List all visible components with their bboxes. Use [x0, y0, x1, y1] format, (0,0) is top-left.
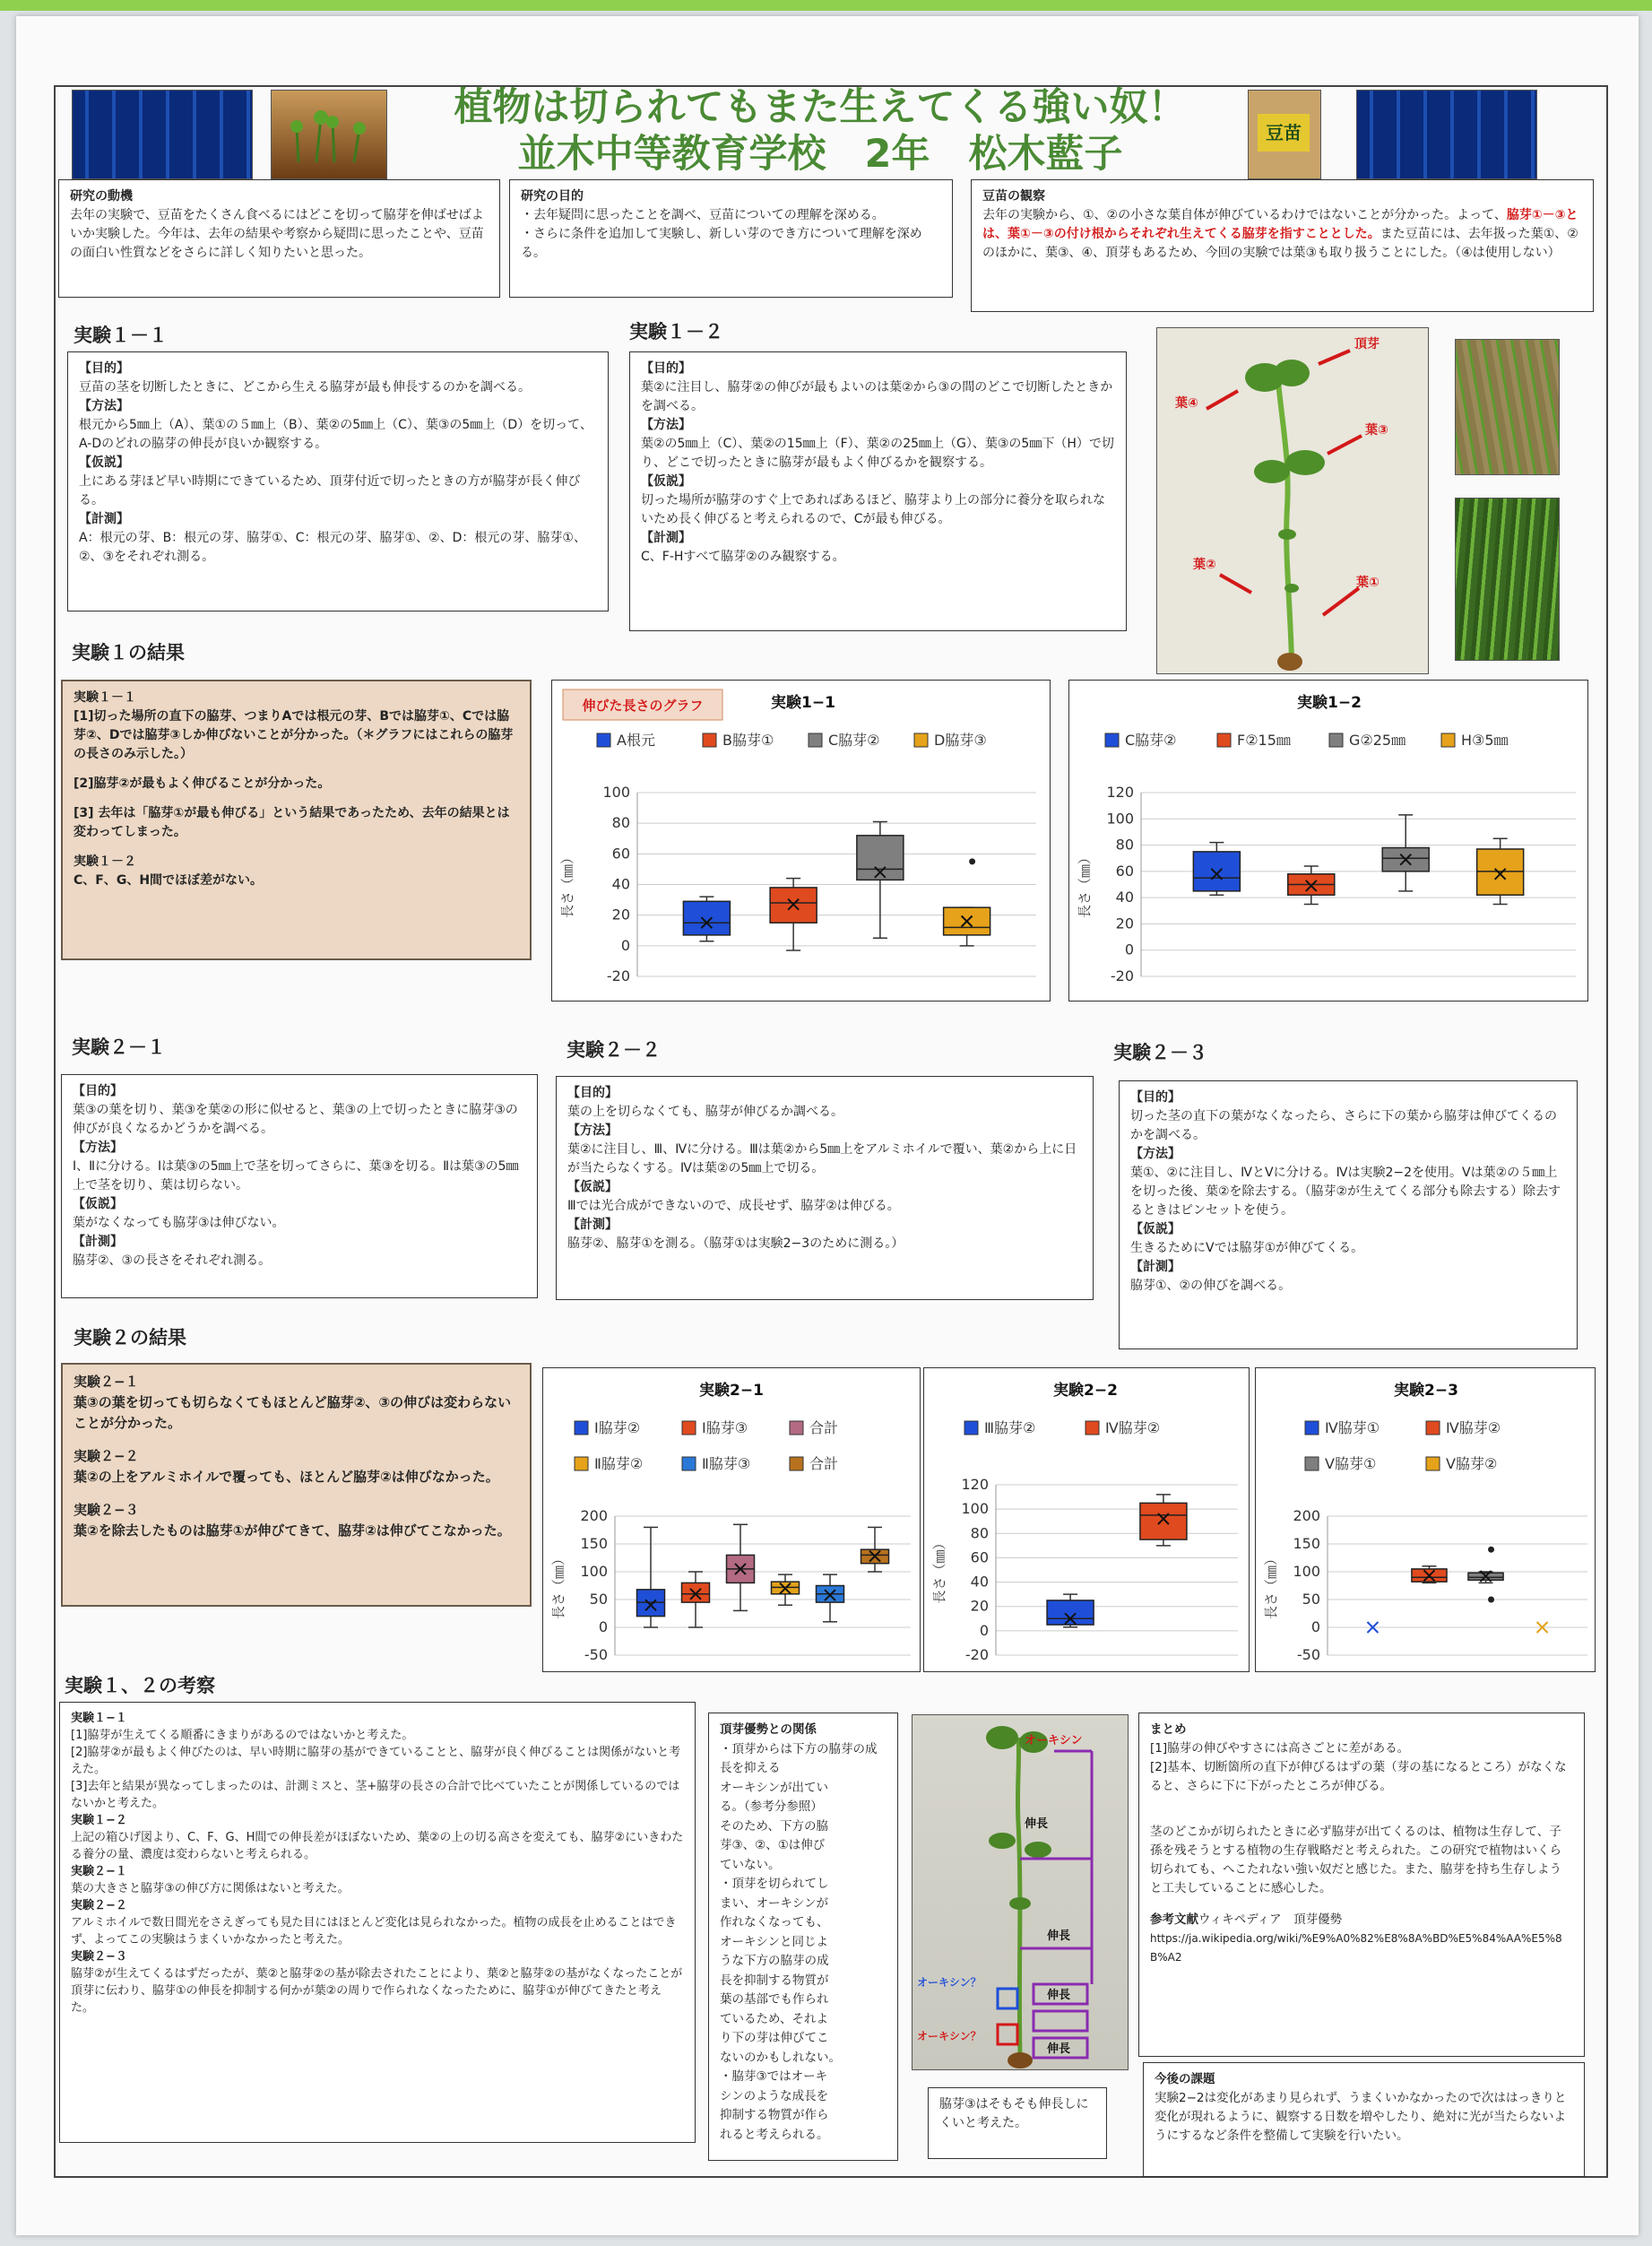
chart-exp12 — [1068, 680, 1588, 1002]
y-tick-label: 60 — [1115, 862, 1134, 880]
purpose-heading: 研究の目的 — [521, 189, 584, 204]
exp11-box — [67, 351, 609, 611]
apical-line: 長を抑制する物質が — [720, 1973, 829, 1988]
chart-exp22-svg — [924, 1368, 1249, 1671]
legend-swatch — [575, 1421, 588, 1435]
legend-swatch — [682, 1457, 696, 1470]
apical-line: ・脇芽③ではオーキ — [720, 2069, 828, 2084]
chart-exp23-svg — [1256, 1368, 1595, 1671]
legend-label: Ⅲ脇芽② — [984, 1419, 1036, 1436]
chart-title: 実験2−1 — [699, 1382, 764, 1400]
auxin-question-blue: オーキシン？ — [917, 1976, 982, 1989]
exp2-result-line: 葉②を除去したものは脇芽①が伸びてきて、脇芽②は伸びてこなかった。 — [74, 1522, 511, 1539]
label-leaf3: 葉③ — [1365, 423, 1388, 438]
poster-title — [403, 84, 1237, 178]
summary-line: [2]基本、切断箇所の直下が伸びるはずの葉（芽の基になるところ）がなくなると、さらに下に下がったところが伸びる。 — [1150, 1760, 1567, 1793]
apical-line: まい、オーキシンが — [720, 1895, 829, 1911]
exp22-line: 【目的】 — [567, 1086, 618, 1100]
y-tick-label: 100 — [1293, 1563, 1320, 1580]
exp23-line: 【方法】 — [1130, 1147, 1181, 1161]
y-tick-label: 200 — [580, 1507, 608, 1524]
y-tick-label: 200 — [1293, 1507, 1320, 1524]
exp22-line: 【計測】 — [567, 1218, 618, 1232]
legend-label: A根元 — [617, 732, 655, 749]
y-tick-label: 60 — [970, 1548, 989, 1566]
exp1-results-box — [61, 680, 532, 960]
apical-line: シンのような成長を — [720, 2088, 829, 2103]
summary-line: [1]脇芽の伸びやすさには高さごとに差がある。 — [1150, 1741, 1410, 1756]
exp12-line: 【仮説】 — [641, 474, 691, 489]
chart-tag: 伸びた長さのグラフ — [582, 698, 704, 714]
chart-exp23 — [1255, 1367, 1596, 1672]
legend-label: B脇芽① — [722, 732, 774, 749]
future-body: 実験2−2は変化があまり見られず、うまくいかなかったので次ははっきりと変化が現れるように、観察する日数を増やしたり、絶対に光が当たらないようにするなど条件を整備して実験を行いたい。 — [1155, 2091, 1567, 2143]
exp2-result-line: 実験２−３ — [74, 1502, 139, 1518]
legend-swatch — [682, 1421, 696, 1435]
exp1-results-heading: 実験１の結果 — [72, 642, 185, 663]
label-leaf2: 葉② — [1193, 558, 1216, 572]
legend-label: F②15㎜ — [1237, 732, 1291, 749]
disc-line: [3]去年と結果が異なってしまったのは、計測ミスと、茎+脇芽の長さの合計で比べていたことが関係しているのではないかと考えた。 — [71, 1780, 680, 1810]
exp12-heading: 実験１－２ — [629, 321, 723, 343]
exp2-results-box — [61, 1363, 532, 1607]
legend-swatch — [1305, 1421, 1319, 1435]
note-box — [928, 2087, 1107, 2159]
growth-label-4: 伸長 — [1047, 2042, 1071, 2056]
exp21-line: 葉がなくなっても脇芽③は伸びない。 — [73, 1216, 285, 1230]
exp11-line: 【目的】 — [79, 361, 129, 376]
apical-lines — [720, 1740, 887, 2146]
y-tick-label: 150 — [1293, 1535, 1320, 1552]
apical-line: ていない。 — [720, 1857, 781, 1872]
observation-before: 去年の実験から、①、②の小さな葉自体が伸びているわけではないことが分かった。よって、 — [982, 208, 1507, 222]
exp2-result-line: 葉②の上をアルミホイルで覆っても、ほとんど脇芽②は伸びなかった。 — [74, 1469, 499, 1485]
disc-line: 上記の箱ひげ図より、C、F、G、H間での伸長差がほぼないため、葉②の上の切る高さを変えても、脇芽②にいきわたる養分の量、濃度は変わらないと考えられる。 — [71, 1831, 684, 1861]
observation-highlight: 脇芽①－③とは、葉①－③の付け根からそれぞれ生えてくる脇芽を指すこととした。 — [982, 208, 1578, 241]
summary-heading: まとめ — [1150, 1722, 1187, 1737]
y-tick-label: 80 — [970, 1524, 989, 1542]
y-tick-label: 50 — [589, 1591, 608, 1608]
apical-dominance-box — [708, 1713, 898, 2161]
apical-line: ないのかもしれない。 — [720, 2050, 841, 2065]
box-1 — [1140, 1503, 1187, 1539]
exp12-box — [629, 351, 1127, 631]
title-line1: 植物は切られてもまた生えてくる強い奴！ — [454, 85, 1187, 130]
auxin-photo — [912, 1714, 1129, 2070]
motivation-heading: 研究の動機 — [70, 189, 133, 204]
chart-exp21 — [542, 1367, 921, 1672]
doumiao-package-photo — [1248, 90, 1321, 179]
box-1 — [682, 1583, 710, 1602]
reference-url[interactable]: https://ja.wikipedia.org/wiki/%E9%A0%82%E8%8A%BD%E5%84%AA%E5%8B%A2 — [1150, 1932, 1562, 1964]
y-tick-label: 100 — [580, 1563, 608, 1580]
note-text: 脇芽③はそもそも伸長しにくいと考えた。 — [939, 2097, 1089, 2130]
legend-label: C脇芽② — [1125, 732, 1177, 749]
y-tick-label: 40 — [611, 875, 630, 893]
y-tick-label: 0 — [1310, 1618, 1320, 1635]
y-tick-label: -20 — [1110, 967, 1134, 984]
outlier-point — [1488, 1547, 1494, 1553]
sprout-closeup-photo-1 — [1455, 339, 1560, 475]
apical-line: 葉の基部でも作られ — [720, 1992, 829, 2007]
discussion-box — [59, 1702, 696, 2143]
legend-swatch — [575, 1457, 588, 1470]
legend-swatch — [914, 733, 928, 747]
label-leaf1: 葉① — [1356, 576, 1380, 590]
exp11-heading: 実験１－１ — [74, 325, 168, 346]
apical-line: 抑制する物質が作ら — [720, 2108, 829, 2122]
y-tick-label: 120 — [961, 1476, 989, 1493]
exp1-result-line: C、F、G、H間でほぼ差がない。 — [74, 873, 264, 888]
label-leaf4: 葉④ — [1175, 396, 1198, 411]
chart-exp12-svg — [1069, 681, 1587, 1001]
outlier-point — [969, 858, 975, 864]
growth-label-1: 伸長 — [1025, 1817, 1049, 1831]
legend-label: Ⅴ脇芽② — [1446, 1455, 1498, 1472]
legend-label: Ⅰ脇芽② — [594, 1419, 641, 1436]
outlier-point — [1488, 1597, 1494, 1603]
y-tick-label: 0 — [620, 936, 630, 954]
y-tick-label: 0 — [598, 1618, 608, 1635]
legend-label: Ⅱ脇芽③ — [702, 1455, 751, 1472]
exp2-result-line: 実験２−２ — [74, 1448, 139, 1464]
sprout-photo-left — [72, 90, 253, 179]
y-tick-label: 20 — [611, 906, 630, 924]
chart-title: 実験2−2 — [1053, 1382, 1118, 1400]
pea-plant-drawing — [1157, 328, 1428, 673]
apical-line: ・頂芽からは下方の脇芽の成長を抑える — [720, 1741, 878, 1775]
exp12-line: C、F-Hすべて脇芽②のみ観察する。 — [641, 550, 845, 564]
exp12-line: 【方法】 — [641, 418, 691, 432]
exp1-result-line: 実験１－１ — [74, 690, 136, 705]
exp22-line: Ⅲでは光合成ができないので、成長せず、脇芽②は伸びる。 — [567, 1199, 900, 1213]
auxin-diagram — [912, 1715, 1128, 2069]
apical-line: 芽③、②、①は伸び — [720, 1838, 826, 1852]
apical-line: ・頂芽を切られてし — [720, 1877, 829, 1891]
legend-label: Ⅳ脇芽① — [1325, 1419, 1380, 1436]
legend-label: Ⅱ脇芽② — [594, 1455, 644, 1472]
legend-swatch — [809, 733, 822, 747]
exp21-line: 【仮説】 — [73, 1197, 123, 1211]
exp1-result-line: [2]脇芽②が最もよく伸びることが分かった。 — [74, 776, 331, 791]
disc-line: [1]脇芽が生えてくる順番にきまりがあるのではないかと考えた。 — [71, 1729, 414, 1742]
summary-line: 茎のどこかが切られたときに必ず脇芽が出てくるのは、植物は生存して、子孫を残そうとする植物の生存戦略だと考えられた。この研究で植物はいくら切られても、へこたれない強い奴だと感じた。また、脇芽を持ち生存しようと工夫していることに感心した。 — [1150, 1825, 1561, 1895]
purpose-line1: ・去年疑問に思ったことを調べ、豆苗についての理解を深める。 — [521, 208, 885, 222]
purpose-line2: ・さらに条件を追加して実験し、新しい芽のでき方について理解を深める。 — [521, 227, 922, 260]
y-axis-label: 長さ（㎜） — [550, 1551, 567, 1620]
box-0 — [1193, 852, 1240, 891]
legend-swatch — [1105, 733, 1119, 747]
y-tick-label: -20 — [606, 967, 630, 984]
y-tick-label: 60 — [611, 845, 630, 863]
exp21-line: 【方法】 — [73, 1140, 123, 1155]
exp21-line: 脇芽②、③の長さをそれぞれ測る。 — [73, 1253, 272, 1268]
legend-swatch — [1426, 1457, 1440, 1470]
exp22-line: 葉②に注目し、Ⅲ、Ⅳに分ける。Ⅲは葉②から5㎜上をアルミホイルで覆い、葉②から上に日が当たらなくする。Ⅳは葉②の5㎜上で切る。 — [567, 1142, 1077, 1175]
exp11-line: A：根元の芽、B：根元の芽、脇芽①、C：根元の芽、脇芽①、②、D：根元の芽、脇芽①、②、③をそれぞれ測る。 — [79, 531, 586, 564]
legend-label: 合計 — [809, 1419, 839, 1436]
growth-label-2: 伸長 — [1047, 1929, 1071, 1943]
reference-heading: 参考文献 — [1150, 1912, 1198, 1927]
exp22-line: 脇芽②、脇芽①を測る。（脇芽①は実験2−3のために測る。） — [567, 1236, 904, 1251]
reference-text: ウィキペディア 頂芽優勢 — [1198, 1912, 1343, 1927]
exp11-lines — [79, 360, 597, 567]
chart-title: 実験1−1 — [771, 694, 835, 712]
disc-line: 実験１−１ — [71, 1712, 127, 1725]
y-tick-label: 0 — [979, 1621, 989, 1639]
exp2-result-line: 実験２−１ — [74, 1374, 139, 1390]
y-axis-label: 長さ（㎜） — [1077, 850, 1093, 919]
legend-swatch — [1305, 1457, 1319, 1470]
title-line2: 並木中等教育学校 2年 松木藍子 — [517, 132, 1123, 177]
observation-heading: 豆苗の観察 — [982, 189, 1045, 204]
y-tick-label: 80 — [611, 814, 630, 832]
apical-line: 作れなくなっても、 — [720, 1915, 829, 1929]
disc-line: 実験２−１ — [71, 1865, 127, 1878]
legend-swatch — [1426, 1421, 1440, 1435]
exp11-line: 豆苗の茎を切断したときに、どこから生える脇芽が最も伸長するのかを調べる。 — [79, 380, 531, 395]
y-tick-label: 20 — [1115, 915, 1134, 932]
legend-label: Ⅳ脇芽② — [1105, 1419, 1161, 1436]
exp23-heading: 実験２－３ — [1113, 1042, 1207, 1063]
growth-label-3: 伸長 — [1047, 1989, 1071, 2002]
exp21-line: Ⅰ、Ⅱに分ける。Ⅰは葉③の5㎜上で茎を切ってさらに、葉③を切る。Ⅱは葉③の5㎜上で茎を切り、葉は切らない。 — [73, 1159, 519, 1192]
apical-line: ているため、それよ — [720, 2011, 828, 2026]
discussion-heading: 実験１、２の考察 — [65, 1675, 215, 1696]
sprout-pot-drawing — [272, 91, 386, 178]
y-tick-label: 100 — [602, 784, 630, 801]
auxin-top-label: オーキシン — [1025, 1734, 1083, 1747]
y-tick-label: 0 — [1124, 941, 1134, 958]
top-green-strip — [0, 0, 1652, 11]
legend-swatch — [964, 1421, 978, 1435]
exp23-line: 葉①、②に注目し、ⅣとⅤに分ける。Ⅳは実験2−2を使用。Ⅴは葉②の５㎜上を切った後、葉②を除去する。（脇芽②が生えてくる部分も除去する）除去するときはピンセットを使う。 — [1130, 1166, 1561, 1218]
legend-label: Ⅳ脇芽② — [1446, 1419, 1501, 1436]
exp21-line: 【目的】 — [73, 1084, 123, 1098]
legend-swatch — [1441, 733, 1455, 747]
exp11-line: 【仮説】 — [79, 455, 129, 470]
legend-swatch — [703, 733, 716, 747]
package-label: 豆苗 — [1258, 114, 1310, 152]
legend-label: G②25㎜ — [1349, 732, 1406, 749]
apical-line: うな下方の脇芽の成 — [720, 1954, 829, 1968]
exp11-line: 根元から5㎜上（A）、葉①の５㎜上（B）、葉②の5㎜上（C）、葉③の5㎜上（D）を切って、A-Dのどれの脇芽の伸長が良いか観察する。 — [79, 418, 592, 451]
legend-swatch — [790, 1457, 803, 1470]
sprout-pot-photo — [271, 90, 387, 179]
exp21-line: 【計測】 — [73, 1235, 123, 1249]
exp23-line: 【目的】 — [1130, 1090, 1181, 1105]
y-tick-label: 100 — [961, 1500, 989, 1518]
exp23-box — [1119, 1080, 1578, 1349]
observation-box — [971, 179, 1594, 312]
y-tick-label: -50 — [584, 1646, 608, 1663]
observation-after: また豆苗には、去年扱った葉①、②のほかに、葉③、④、頂芽もあるため、今回の実験では葉③も取り扱うことにした。（④は使用しない） — [982, 227, 1578, 260]
auxin-question-red: オーキシン？ — [917, 2030, 982, 2042]
legend-swatch — [790, 1421, 803, 1435]
box-0 — [683, 901, 730, 935]
exp2-result-line: 葉③の葉を切っても切らなくてもほとんど脇芽②、③の伸びは変わらないことが分かった。 — [74, 1394, 512, 1431]
exp22-line: 【方法】 — [567, 1123, 618, 1138]
legend-swatch — [1329, 733, 1343, 747]
legend-swatch — [597, 733, 610, 747]
y-tick-label: 40 — [1115, 889, 1134, 906]
exp12-line: 切った場所が脇芽のすぐ上であればあるほど、脇芽より上の部分に養分を取られないため長く伸びると考えられるので、Cが最も伸びる。 — [641, 493, 1105, 526]
exp23-line: 脇芽①、②の伸びを調べる。 — [1130, 1279, 1292, 1293]
legend-label: 合計 — [809, 1455, 839, 1472]
exp21-box — [61, 1074, 538, 1298]
y-tick-label: 40 — [970, 1573, 989, 1591]
purpose-box — [509, 179, 953, 298]
exp1-result-line: [3] 去年は「脇芽①が最も伸びる」という結果であったため、去年の結果とは変わってしまった。 — [74, 806, 510, 839]
exp23-line: 【計測】 — [1130, 1260, 1181, 1274]
exp1-result-line: 実験１－２ — [74, 854, 136, 869]
motivation-body: 去年の実験で、豆苗をたくさん食べるにはどこを切って脇芽を伸ばせばよいか実験した。今年は、去年の結果や考察から疑問に思ったことや、豆苗の面白い性質などをさらに詳しく知りたいと思った。 — [70, 208, 484, 260]
motivation-box — [58, 179, 500, 298]
apical-heading: 頂芽優勢との関係 — [720, 1722, 817, 1737]
exp11-line: 上にある芽ほど早い時期にできているため、頂芽付近で切ったときの方が脇芽が長く伸びる。 — [79, 474, 581, 507]
disc-line: 葉の大きさと脇芽③の伸び方に関係はないと考えた。 — [71, 1882, 350, 1895]
y-tick-label: 50 — [1302, 1591, 1320, 1608]
pea-plant-photo — [1156, 327, 1429, 674]
exp23-line: 切った茎の直下の葉がなくなったら、さらに下の葉から脇芽は伸びてくるのかを調べる。 — [1130, 1109, 1557, 1142]
exp23-line: 生きるためにⅤでは脇芽①が伸びてくる。 — [1130, 1241, 1364, 1255]
exp21-line: 葉③の葉を切り、葉③を葉②の形に似せると、葉③の上で切ったときに脇芽③の伸びが良くなるかどうかを調べる。 — [73, 1103, 518, 1136]
apical-line: る。（参考分参照） — [720, 1799, 823, 1814]
apical-line: れると考えられる。 — [720, 2127, 829, 2142]
chart-exp11 — [551, 680, 1051, 1002]
label-apex: 頂芽 — [1354, 337, 1380, 351]
exp12-line: 葉②の5㎜上（C）、葉②の15㎜上（F）、葉②の25㎜上（G）、葉③の5㎜下（H）で切り、どこで切ったときに脇芽が最もよく伸びるかを観察する。 — [641, 437, 1114, 470]
sprout-closeup-photo-2 — [1455, 498, 1560, 661]
y-axis-label: 長さ（㎜） — [1263, 1551, 1279, 1620]
y-tick-label: -50 — [1296, 1646, 1320, 1663]
legend-label: Ⅴ脇芽① — [1325, 1455, 1377, 1472]
exp22-heading: 実験２－２ — [567, 1039, 661, 1061]
chart-exp21-svg — [543, 1368, 920, 1671]
y-tick-label: 150 — [580, 1535, 608, 1552]
summary-box — [1138, 1713, 1585, 2057]
disc-line: 実験２−２ — [71, 1899, 127, 1912]
chart-title: 実験2−3 — [1394, 1382, 1458, 1400]
sprout-photo-right — [1356, 90, 1537, 179]
exp22-line: 葉の上を切らなくても、脇芽が伸びるか調べる。 — [567, 1105, 843, 1119]
y-tick-label: 80 — [1115, 836, 1134, 854]
exp1-result-line: [1]切った場所の直下の脇芽、つまりAでは根元の芽、Bでは脇芽①、Cでは脇芽②、Dでは脇芽③しか伸びないことが分かった。（＊グラフにはこれらの脇芽の長さのみ示した。） — [74, 709, 514, 761]
chart-exp11-svg — [552, 681, 1050, 1001]
legend-label: C脇芽② — [828, 732, 880, 749]
future-work-box — [1143, 2062, 1585, 2177]
exp2-results-heading: 実験２の結果 — [74, 1327, 186, 1348]
exp12-line: 葉②に注目し、脇芽②の伸びが最もよいのは葉②から③の間のどこで切断したときかを調べる。 — [641, 380, 1113, 413]
chart-title: 実験1−2 — [1297, 694, 1362, 712]
y-axis-label: 長さ（㎜） — [931, 1536, 947, 1604]
y-tick-label: -20 — [964, 1646, 989, 1663]
disc-line: [2]脇芽②が最もよく伸びたのは、早い時期に脇芽の基ができていることと、脇芽が良く伸びることは関係がないと考えた。 — [71, 1746, 681, 1776]
legend-label: D脇芽③ — [934, 732, 987, 749]
exp23-line: 【仮説】 — [1130, 1222, 1181, 1236]
apical-line: オーキシンが出てい — [720, 1780, 829, 1795]
exp22-line: 【仮説】 — [567, 1180, 618, 1194]
y-axis-label: 長さ（㎜） — [559, 850, 575, 919]
exp12-line: 【目的】 — [641, 361, 691, 376]
y-tick-label: 100 — [1106, 810, 1134, 828]
chart-exp22 — [923, 1367, 1250, 1672]
exp12-line: 【計測】 — [641, 531, 691, 545]
apical-line: そのため、下方の脇 — [720, 1818, 828, 1834]
apical-line: オーキシンと同じよ — [720, 1934, 829, 1949]
legend-swatch — [1085, 1421, 1099, 1435]
disc-line: 脇芽②が生えてくるはずだったが、葉②と脇芽②の基が除去されたことにより、葉②と脇芽②の基がなくなったことが頂芽に伝わり、脇芽①の伸長を抑制する何かが葉②の周りで作られなくなったために、脇芽①が伸びてきたと考えた。 — [71, 1967, 683, 2015]
y-tick-label: 120 — [1106, 784, 1134, 801]
disc-line: アルミホイルで数日間光をさえぎっても見た目にはほとんど変化は見られなかった。植物の成長を止めることはできず、よってこの実験はうまくいかなかったと考えた。 — [71, 1916, 677, 1947]
box-0 — [1047, 1600, 1094, 1625]
legend-label: H③5㎜ — [1461, 732, 1509, 749]
disc-line: 実験２−３ — [71, 1950, 127, 1964]
exp22-box — [556, 1076, 1094, 1300]
apical-line: り下の芽は伸びてこ — [720, 2031, 829, 2045]
exp11-line: 【方法】 — [79, 399, 129, 413]
exp21-heading: 実験２－１ — [72, 1036, 166, 1058]
legend-swatch — [1217, 733, 1231, 747]
exp11-line: 【計測】 — [79, 512, 129, 526]
y-tick-label: 20 — [970, 1597, 989, 1615]
disc-line: 実験１−２ — [71, 1814, 127, 1827]
future-heading: 今後の課題 — [1155, 2072, 1215, 2086]
legend-label: Ⅰ脇芽③ — [702, 1419, 748, 1436]
